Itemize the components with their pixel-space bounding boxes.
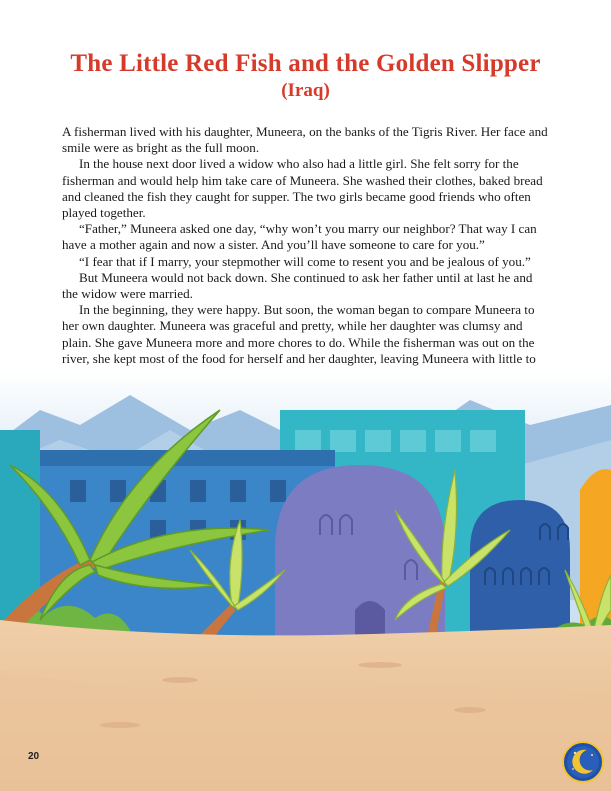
story-paragraph: In the beginning, they were happy. But soon, the woman began to compare Muneera to her own daughter. Muneera was graceful and pretty, while her daughter was clumsy and plain. She gave Muneera more and more chores to do. While the fisherman was out on the river, she kept most of the food for herself and her daughter, leaving Muneera with little to (62, 302, 536, 366)
village-illustration (0, 370, 611, 791)
story-paragraph: A fisherman lived with his daughter, Muneera, on the banks of the Tigris River. Her face and smile were as bright as the full moon. (62, 124, 548, 156)
story-paragraph: In the house next door lived a widow who also had a little girl. She felt sorry for the fisherman and would help him take care of Muneera. She washed their clothes, baked bread and cleaned the fish they caught for supper. The two girls became good friends who often played together. (62, 156, 543, 221)
story-paragraph: “Father,” Muneera asked one day, “why won’t you marry our neighbor? That way I can have a mother again and now a sister. And you’ll have someone to care for you.” (62, 221, 537, 253)
story-paragraph: “I fear that if I marry, your stepmother will come to resent you and be jealous of you.” (79, 253, 531, 269)
story-title: The Little Red Fish and the Golden Slipper (70, 50, 541, 77)
story-text (62, 124, 550, 383)
story-paragraph: But Muneera would not back down. She continued to ask her father until at last he and the widow were married. (62, 269, 533, 302)
moon-icon (562, 741, 604, 783)
story-subtitle: (Iraq) (281, 80, 330, 101)
page-number: 20 (28, 751, 40, 762)
